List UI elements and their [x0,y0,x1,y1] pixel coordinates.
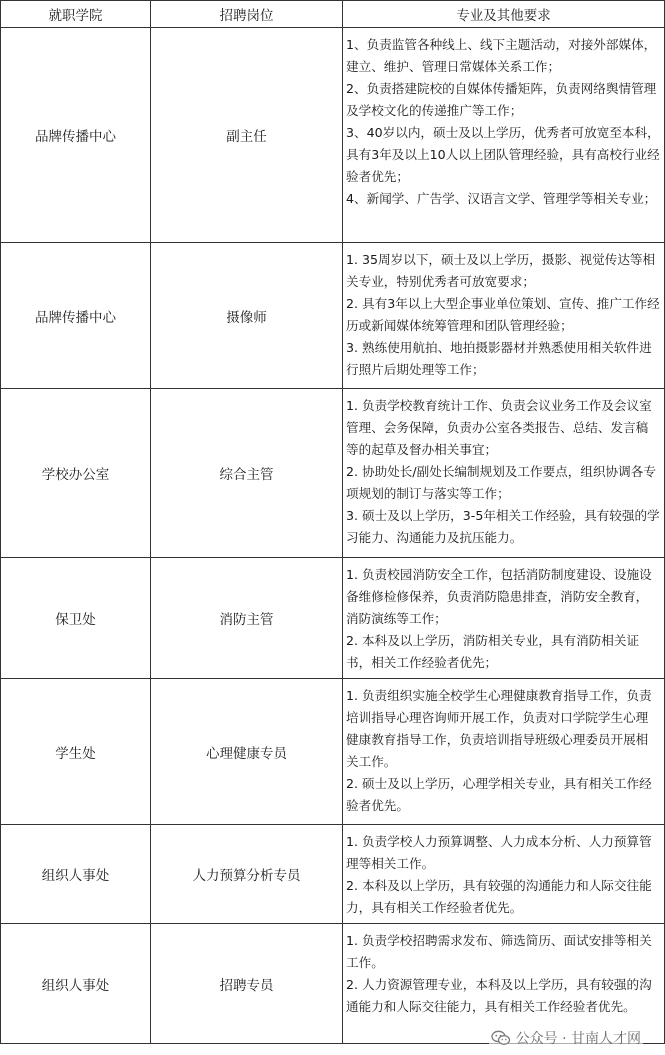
requirement-line: 2. 硕士及以上学历，心理学相关专业，具有相关工作经验者优先。 [346,776,652,813]
position-cell: 招聘专员 [151,924,343,1044]
requirement-line: 1. 35周岁以下，硕士及以上学历，摄影、视觉传达等相关专业，特别优秀者可放宽要求； [346,252,656,289]
table-row [1,28,665,243]
college-cell: 组织人事处 [1,924,151,1044]
college-cell: 学生处 [1,679,151,825]
requirements-cell [343,825,665,924]
requirement-line: 1. 负责学校招聘需求发布、筛选简历、面试安排等相关工作。 [346,933,652,970]
requirement-line: 3、40岁以内，硕士及以上学历，优秀者可放宽至本科，具有3年及以上10人以上团队管理经验，具有高校行业经验者优先； [346,125,660,184]
requirement-line: 2. 本科及以上学历，具有较强的沟通能力和人际交往能力，具有相关工作经验者优先。 [346,878,652,915]
requirement-line: 1. 负责组织实施全校学生心理健康教育指导工作，负责培训指导心理咨询师开展工作，负责对口学院学生心理健康教育指导工作，负责培训指导班级心理委员开展相关工作。 [346,688,652,769]
requirement-line: 2. 本科及以上学历，消防相关专业，具有消防相关证书，相关工作经验者优先； [346,633,640,670]
watermark [489,1027,643,1049]
position-cell: 人力预算分析专员 [151,825,343,924]
table-row [1,924,665,1044]
position-cell: 副主任 [151,28,343,243]
college-cell: 组织人事处 [1,825,151,924]
position-cell: 消防主管 [151,558,343,679]
college-cell: 学校办公室 [1,389,151,558]
requirement-line: 2. 协助处长/副处长编制规划及工作要点，组织协调各专项规划的制订与落实等工作； [346,464,656,501]
requirement-line: 1. 负责学校人力预算调整、人力成本分析、人力预算管理等相关工作。 [346,834,652,871]
table-row [1,825,665,924]
requirement-line: 2、负责搭建院校的自媒体传播矩阵，负责网络舆情管理及学校文化的传递推广等工作； [346,81,657,118]
requirements-cell [343,924,665,1044]
position-cell: 摄像师 [151,243,343,389]
requirements-cell [343,243,665,389]
table-header-row [1,1,665,28]
header-college: 就职学院 [1,1,151,28]
college-cell: 品牌传播中心 [1,243,151,389]
requirement-line: 4、新闻学、广告学、汉语言文学、管理学等相关专业； [346,191,657,206]
requirement-line: 3. 硕士及以上学历，3-5年相关工作经验，具有较强的学习能力、沟通能力及抗压能力。 [346,508,660,545]
requirements-cell [343,389,665,558]
position-cell: 综合主管 [151,389,343,558]
requirement-line: 3. 熟练使用航拍、地拍摄影器材并熟悉使用相关软件进行照片后期处理等工作； [346,340,652,377]
table-row [1,243,665,389]
wechat-icon [491,1030,511,1046]
requirements-cell [343,679,665,825]
requirements-cell [343,558,665,679]
watermark-text: 公众号 · 甘南人才网 [515,1031,641,1047]
requirements-cell [343,28,665,243]
college-cell: 品牌传播中心 [1,28,151,243]
requirement-line: 2. 人力资源管理专业，本科及以上学历，具有较强的沟通能力和人际交往能力，具有相关工作经验者优先。 [346,977,652,1014]
requirement-line: 1、负责监管各种线上、线下主题活动，对接外部媒体，建立、维护、管理日常媒体关系工作； [346,37,657,74]
requirement-line: 2. 具有3年以上大型企事业单位策划、宣传、推广工作经历或新闻媒体统筹管理和团队管理经验； [346,296,660,333]
table-row [1,389,665,558]
table-row [1,558,665,679]
header-position: 招聘岗位 [151,1,343,28]
college-cell: 保卫处 [1,558,151,679]
requirement-line: 1. 负责校园消防安全工作，包括消防制度建设、设施设备维修检修保养，负责消防隐患排查，消防安全教育，消防演练等工作； [346,567,652,626]
header-requirements: 专业及其他要求 [343,1,665,28]
position-cell: 心理健康专员 [151,679,343,825]
table-row [1,679,665,825]
requirement-line: 1. 负责学校教育统计工作、负责会议业务工作及会议室管理、会务保障，负责办公室各类报告、总结、发言稿等的起草及督办相关事宜； [346,398,652,457]
